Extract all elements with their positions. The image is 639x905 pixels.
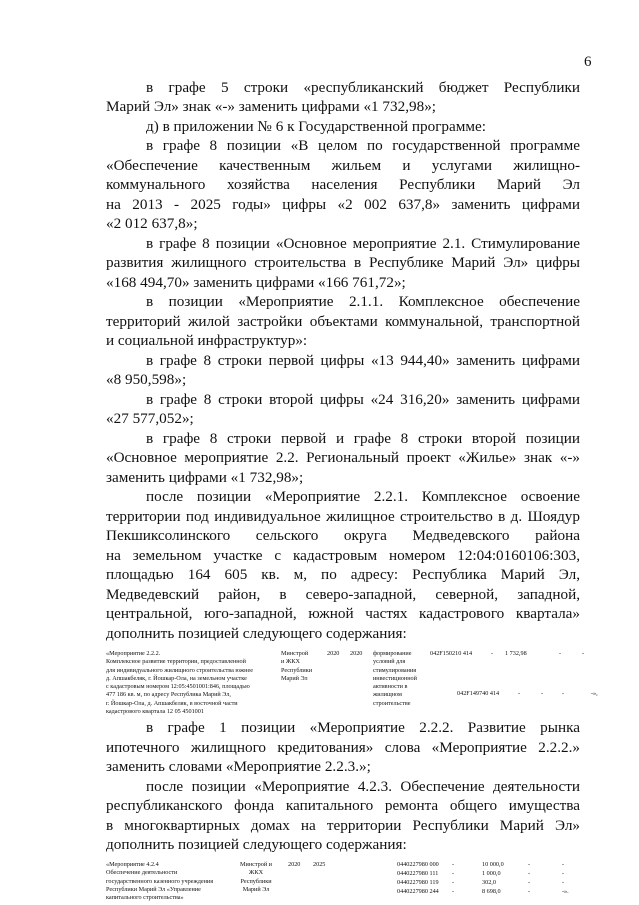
table-cell-value: - [541,690,544,697]
text-line: в графе 5 строки «республиканский бюджет Республики [146,79,580,96]
text-line: коммунального хозяйства населения Республики Марий Эл [106,176,580,193]
text-line: дополнить позицией следующего содержания: [106,625,407,642]
text-line: республиканского фонда капитального ремонта общего имущества [106,797,580,814]
table-cell-name: «Мероприятие 4.2.4 Обеспечение деятельности государственного казенного учреждения Республики Марий Эл «Управление капитального строительства» [106,861,214,902]
table-cell-value: 8 698,0 [482,888,501,895]
table-cell-dash: - [528,888,531,895]
text-line: «27 577,052»; [106,410,194,427]
text-line: д) в приложении № 6 к Государственной программе: [146,118,486,135]
text-line: Медведевский район, в северо-западной, северной, западной, [106,586,580,603]
text-line: в позиции «Мероприятие 2.1.1. Комплексное обеспечение [146,293,580,310]
table-cell-dash: - [562,861,565,868]
table-cell-dash: - [562,870,565,877]
table-cell-dash: - [562,879,565,886]
table-cell-dash: - [452,861,455,868]
table-cell-start: 2020 [288,861,301,868]
table-cell-end: 2025 [313,861,326,868]
text-line: в графе 1 позиции «Мероприятие 2.2.2. Развитие рынка [146,719,580,736]
table-cell-value: 1 732,98 [505,650,527,657]
table-cell-dash: - [562,690,565,697]
text-line: центральной, юго-западной, южной частях кадастрового квартала» [106,605,580,622]
table-cell-dash: - [452,870,455,877]
table-cell-name: «Мероприятие 2.2.2. Комплексное развитие территории, предоставленной для индивидуального жилищного строительства южнее д. Апшакбеляк, г. Йошкар-Ола, на земельном участке с кадастровым номером 12:05:4501001:846, площадью 477 186 кв. м, по адресу Республика Марий Эл, г. Йошкар-Ола, д. Апшакбеляк, в восточной части кадастрового квартала 12 05 4501001 [106,650,253,716]
text-line: на земельном участке с кадастровым номером 12:04:0160106:303, [106,547,580,564]
table-cell-dash: - [452,879,455,886]
text-line: в графе 8 строки первой цифры «13 944,40» заменить цифрами [146,352,580,369]
text-line: «Обеспечение качественным жильем и услугами жилищно- [106,157,580,174]
text-line: в графе 8 строки первой и графе 8 строки второй позиции [146,430,580,447]
table-cell-code: 0440227980 119 [397,879,439,886]
text-line: «8 950,598»; [106,371,187,388]
text-line: в графе 8 строки второй цифры «24 316,20» заменить цифрами [146,391,580,408]
text-line: в графе 8 позиции «Основное мероприятие 2.1. Стимулирование [146,235,580,252]
text-line: Пекшиксолинского сельского округа Медведевского района [106,527,580,544]
table-cell-dash: - [528,861,531,868]
table-cell-executor: Минстрой и ЖКХ Республики Марий Эл [281,650,313,682]
table-cell-code: 0440227980 111 [397,870,439,877]
text-line: площадью 164 605 кв. м, по адресу: Республика Марий Эл, [106,566,580,583]
text-line: в многоквартирных домах на территории Республики Марий Эл» [106,817,580,834]
text-line: развития жилищного строительства в Республике Марий Эл» цифры [106,254,580,271]
text-line: заменить словами «Мероприятие 2.2.3.»; [106,758,371,775]
table-cell-dash: - [518,690,521,697]
table-cell-dash: -», [591,690,598,697]
table-cell-value: 302,0 [482,879,496,886]
table-cell-code: 042F149740 414 [457,690,500,697]
text-line: территории под индивидуальное жилищное строительство в д. Шоядур [106,508,580,525]
table-cell-code: 0440227980 244 [397,888,439,895]
text-line: «168 494,70» заменить цифрами «166 761,72»; [106,274,406,291]
text-line: в графе 8 позиции «В целом по государственной программе [146,137,580,154]
text-line: после позиции «Мероприятие 4.2.3. Обеспечение деятельности [146,778,580,795]
text-line: и социальной инфраструктур»: [106,332,308,349]
text-line: территорий жилой застройки объектами коммунальной, транспортной [106,313,580,330]
table-cell-dash: - [528,879,531,886]
page-number: 6 [584,54,592,70]
text-line: ипотечного жилищного кредитования» слова «Мероприятие 2.2.2.» [106,739,580,756]
table-cell-dash: - [491,650,494,657]
table-cell-dash: - [559,650,562,657]
text-line: после позиции «Мероприятие 2.2.1. Комплексное освоение [146,488,580,505]
table-cell-end: 2020 [350,650,363,657]
table-cell-dash: - [528,870,531,877]
table-cell-start: 2020 [327,650,340,657]
table-cell-code: 042F150210 414 [430,650,473,657]
table-cell-dash: - [452,888,455,895]
text-line: Марий Эл» знак «-» заменить цифрами «1 732,98»; [106,98,437,115]
text-line: «Основное мероприятие 2.2. Региональный проект «Жилье» знак «-» [106,449,580,466]
table-cell-dash: - [582,650,585,657]
table-cell-result: формирование условий для стимулирования инвестиционной активности в жилищном строительстве [373,650,417,707]
table-cell-value: 10 000,0 [482,861,504,868]
table-cell-executor: Минстрой и ЖКХ Республики Марий Эл [239,861,272,893]
table-cell-value: 1 000,0 [482,870,501,877]
table-cell-dash: -». [562,888,569,895]
text-line: заменить цифрами «1 732,98»; [106,469,304,486]
text-line: «2 012 637,8»; [106,215,198,232]
text-line: дополнить позицией следующего содержания: [106,836,407,853]
text-line: на 2013 - 2025 годы» цифры «2 002 637,8» заменить цифрами [106,196,580,213]
table-cell-code: 0440227980 000 [397,861,439,868]
